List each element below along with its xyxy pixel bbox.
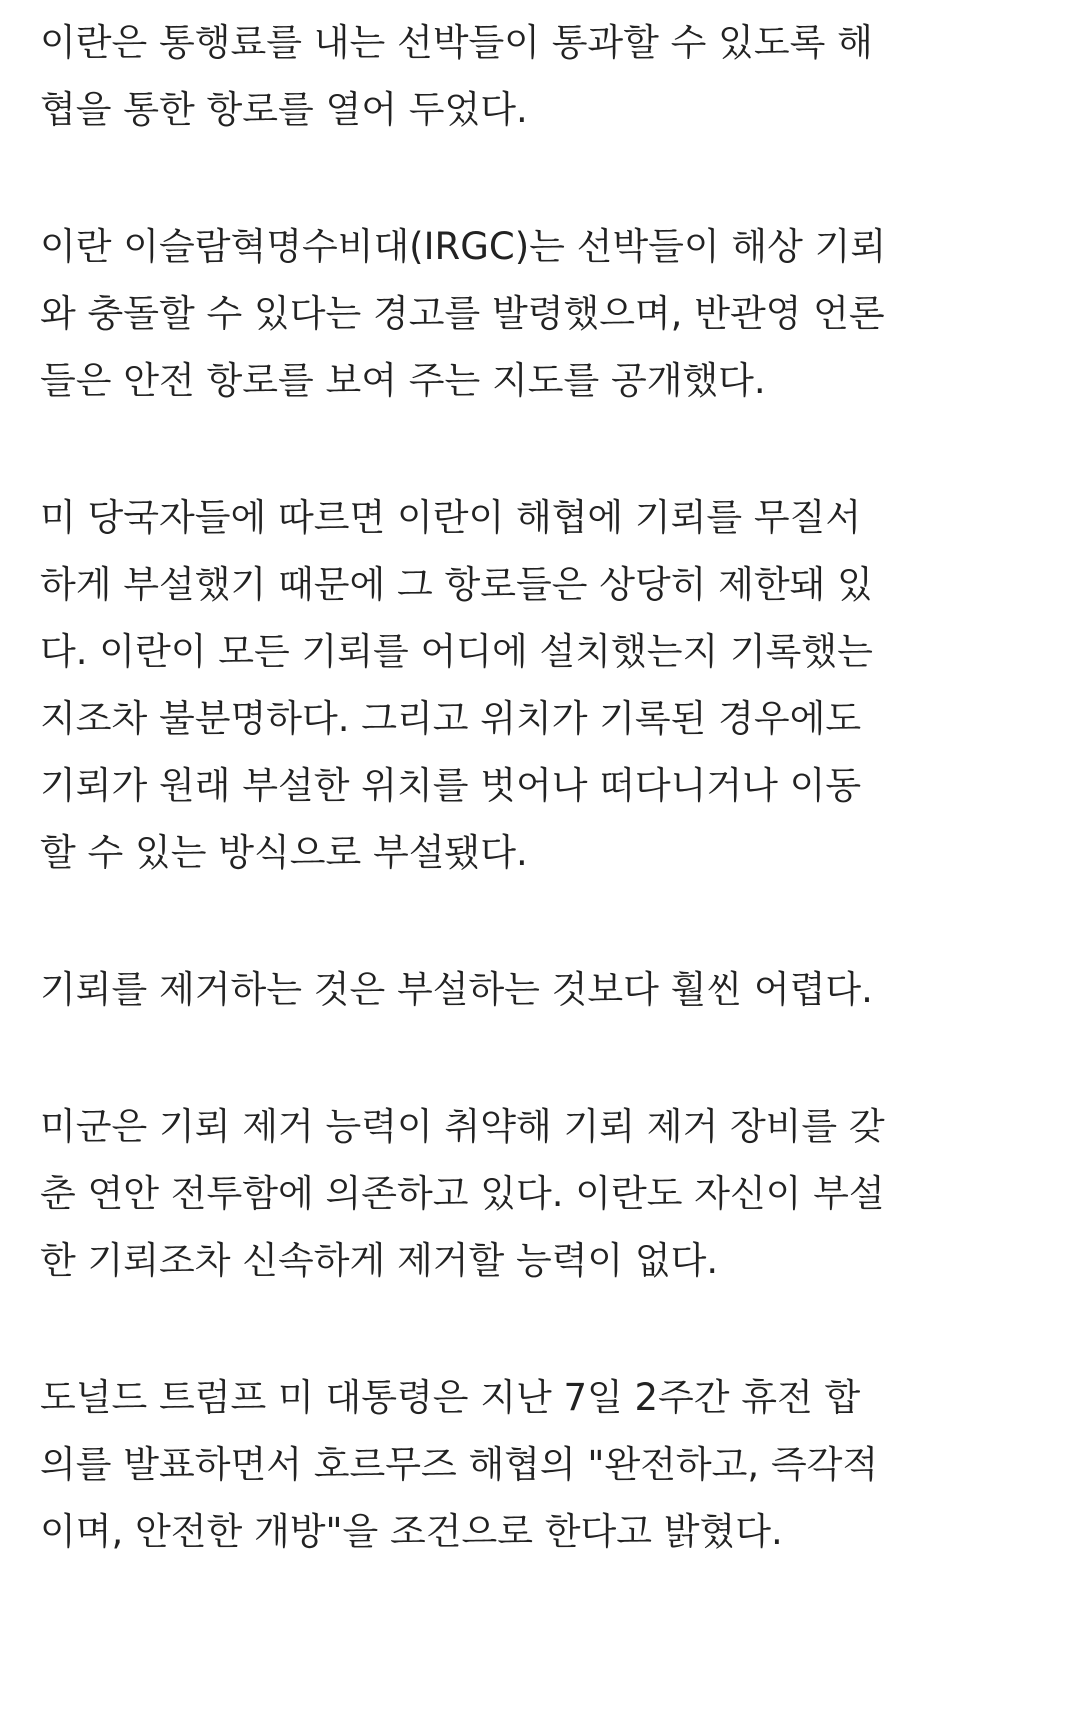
paragraph-line: 춘 연안 전투함에 의존하고 있다. 이란도 자신이 부설	[40, 1172, 885, 1215]
paragraph-line: 하게 부설했기 때문에 그 항로들은 상당히 제한돼 있	[40, 563, 873, 606]
paragraph-line: 할 수 있는 방식으로 부설됐다.	[40, 831, 528, 874]
paragraph-line: 협을 통한 항로를 열어 두었다.	[40, 88, 528, 131]
paragraph-line: 이란은 통행료를 내는 선박들이 통과할 수 있도록 해	[40, 21, 873, 64]
paragraph-line: 미 당국자들에 따르면 이란이 해협에 기뢰를 무질서	[40, 496, 862, 539]
article-paragraph	[40, 956, 950, 1023]
paragraph-line: 이며, 안전한 개방"을 조건으로 한다고 밝혔다.	[40, 1510, 783, 1553]
paragraph-line: 이란 이슬람혁명수비대(IRGC)는 선박들이 해상 기뢰	[40, 225, 887, 268]
article-paragraph	[40, 484, 950, 886]
paragraph-line: 한 기뢰조차 신속하게 제거할 능력이 없다.	[40, 1239, 719, 1282]
article-paragraph	[40, 1364, 950, 1565]
article-paragraph	[40, 9, 950, 143]
article-body	[40, 0, 950, 1635]
article-paragraph	[40, 213, 950, 414]
paragraph-line: 들은 안전 항로를 보여 주는 지도를 공개했다.	[40, 359, 766, 402]
paragraph-line: 지조차 불분명하다. 그리고 위치가 기록된 경우에도	[40, 697, 862, 740]
paragraph-line: 의를 발표하면서 호르무즈 해협의 "완전하고, 즉각적	[40, 1443, 879, 1486]
paragraph-line: 다. 이란이 모든 기뢰를 어디에 설치했는지 기록했는	[40, 630, 873, 673]
paragraph-line: 미군은 기뢰 제거 능력이 취약해 기뢰 제거 장비를 갖	[40, 1105, 885, 1148]
paragraph-line: 도널드 트럼프 미 대통령은 지난 7일 2주간 휴전 합	[40, 1376, 861, 1419]
paragraph-line: 와 충돌할 수 있다는 경고를 발령했으며, 반관영 언론	[40, 292, 885, 335]
paragraph-line: 기뢰가 원래 부설한 위치를 벗어나 떠다니거나 이동	[40, 764, 862, 807]
paragraph-line: 기뢰를 제거하는 것은 부설하는 것보다 훨씬 어렵다.	[40, 968, 873, 1011]
article-paragraph	[40, 1093, 950, 1294]
